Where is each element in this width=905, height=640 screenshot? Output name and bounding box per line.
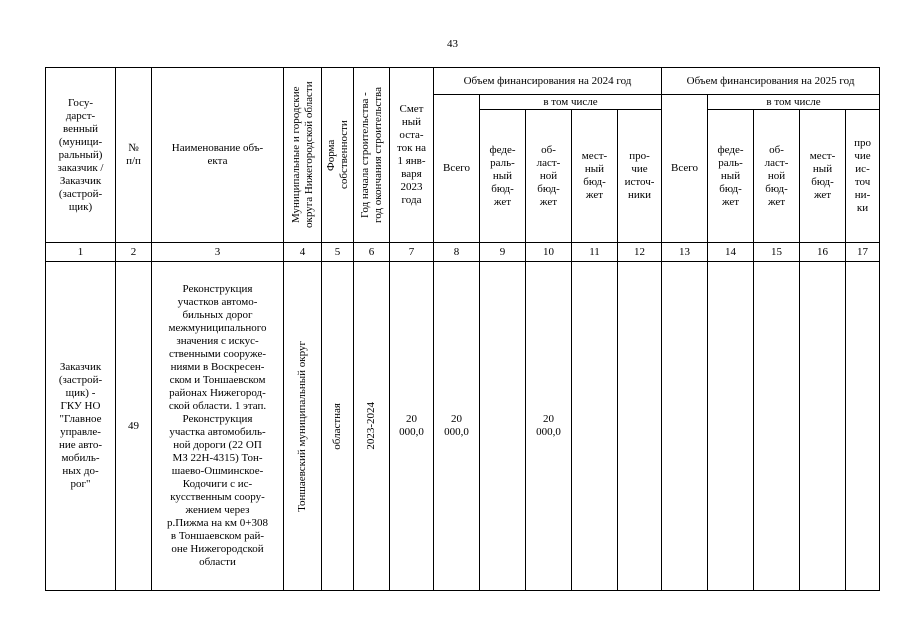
column-number: 1 — [46, 243, 116, 262]
header-including-2024: в том числе — [480, 95, 662, 110]
cell-local-2024 — [572, 262, 618, 591]
cell-ownership: областная — [322, 262, 354, 591]
column-number: 15 — [754, 243, 800, 262]
header-including-2025: в том числе — [708, 95, 880, 110]
header-local-2024: мест- ный бюд- жет — [572, 110, 618, 243]
cell-other-2024 — [618, 262, 662, 591]
cell-regional-2024: 20 000,0 — [526, 262, 572, 591]
cell-years: 2023-2024 — [354, 262, 390, 591]
column-number: 3 — [152, 243, 284, 262]
header-federal-2025: феде- раль- ный бюд- жет — [708, 110, 754, 243]
header-regional-2024: об- ласт- ной бюд- жет — [526, 110, 572, 243]
cell-regional-2025 — [754, 262, 800, 591]
cell-estimated-balance: 20 000,0 — [390, 262, 434, 591]
cell-federal-2024 — [480, 262, 526, 591]
cell-federal-2025 — [708, 262, 754, 591]
financing-table — [45, 67, 880, 591]
header-federal-2024: феде- раль- ный бюд- жет — [480, 110, 526, 243]
header-funding-2024: Объем финансирования на 2024 год — [434, 68, 662, 95]
column-number: 4 — [284, 243, 322, 262]
header-regional-2025: об- ласт- ной бюд- жет — [754, 110, 800, 243]
header-customer: Госу- дарст- венный (муници- pальный) заказчик / Заказчик (застрой- щик) — [46, 68, 116, 243]
column-number: 13 — [662, 243, 708, 262]
cell-local-2025 — [800, 262, 846, 591]
cell-other-2025 — [846, 262, 880, 591]
column-number: 9 — [480, 243, 526, 262]
header-municipality: Муниципальные и городские округа Нижегородской области — [284, 68, 322, 243]
column-number-row — [46, 243, 880, 262]
header-ownership: Форма собственности — [322, 68, 354, 243]
cell-customer: Заказчик (застрой- щик) - ГКУ НО "Главное управле- ние авто- мобиль- ных до- рог" — [46, 262, 116, 591]
column-number: 8 — [434, 243, 480, 262]
cell-number: 49 — [116, 262, 152, 591]
table-row — [46, 262, 880, 591]
header-other-2024: про- чие источ- ники — [618, 110, 662, 243]
header-years: Год начала строительства - год окончания строительства — [354, 68, 390, 243]
column-number: 10 — [526, 243, 572, 262]
column-number: 17 — [846, 243, 880, 262]
header-object-name: Наименование объ- екта — [152, 68, 284, 243]
header-other-2025: про чие ис- точ ни- ки — [846, 110, 880, 243]
column-number: 5 — [322, 243, 354, 262]
header-estimated-balance: Смет ный оста- ток на 1 янв- варя 2023 года — [390, 68, 434, 243]
cell-total-2024: 20 000,0 — [434, 262, 480, 591]
column-number: 6 — [354, 243, 390, 262]
cell-total-2025 — [662, 262, 708, 591]
column-number: 7 — [390, 243, 434, 262]
header-number: № п/п — [116, 68, 152, 243]
cell-object-name: Реконструкция участков автомо- бильных дорог межмуниципального значения с искус- ственными сооруже- ниями в Воскресен- ском и Тоншаевском районах Нижегород- ской области. 1 этап. Реконструкция участка автомобиль- ной дороги (22 ОП МЗ 22Н-4315) Тон- шаево-Ошминское- Кодочиги с ис- кусственным соору- жением через р.Пижма на км 0+308 в Тоншаевском рай- оне Нижегородской области — [152, 262, 284, 591]
cell-municipality: Тоншаевский муниципальный округ — [284, 262, 322, 591]
column-number: 14 — [708, 243, 754, 262]
column-number: 16 — [800, 243, 846, 262]
column-number: 12 — [618, 243, 662, 262]
header-local-2025: мест- ный бюд- жет — [800, 110, 846, 243]
column-number: 2 — [116, 243, 152, 262]
header-funding-2025: Объем финансирования на 2025 год — [662, 68, 880, 95]
header-total-2025: Всего — [662, 95, 708, 243]
header-total-2024: Всего — [434, 95, 480, 243]
column-number: 11 — [572, 243, 618, 262]
page-number: 43 — [447, 38, 458, 50]
